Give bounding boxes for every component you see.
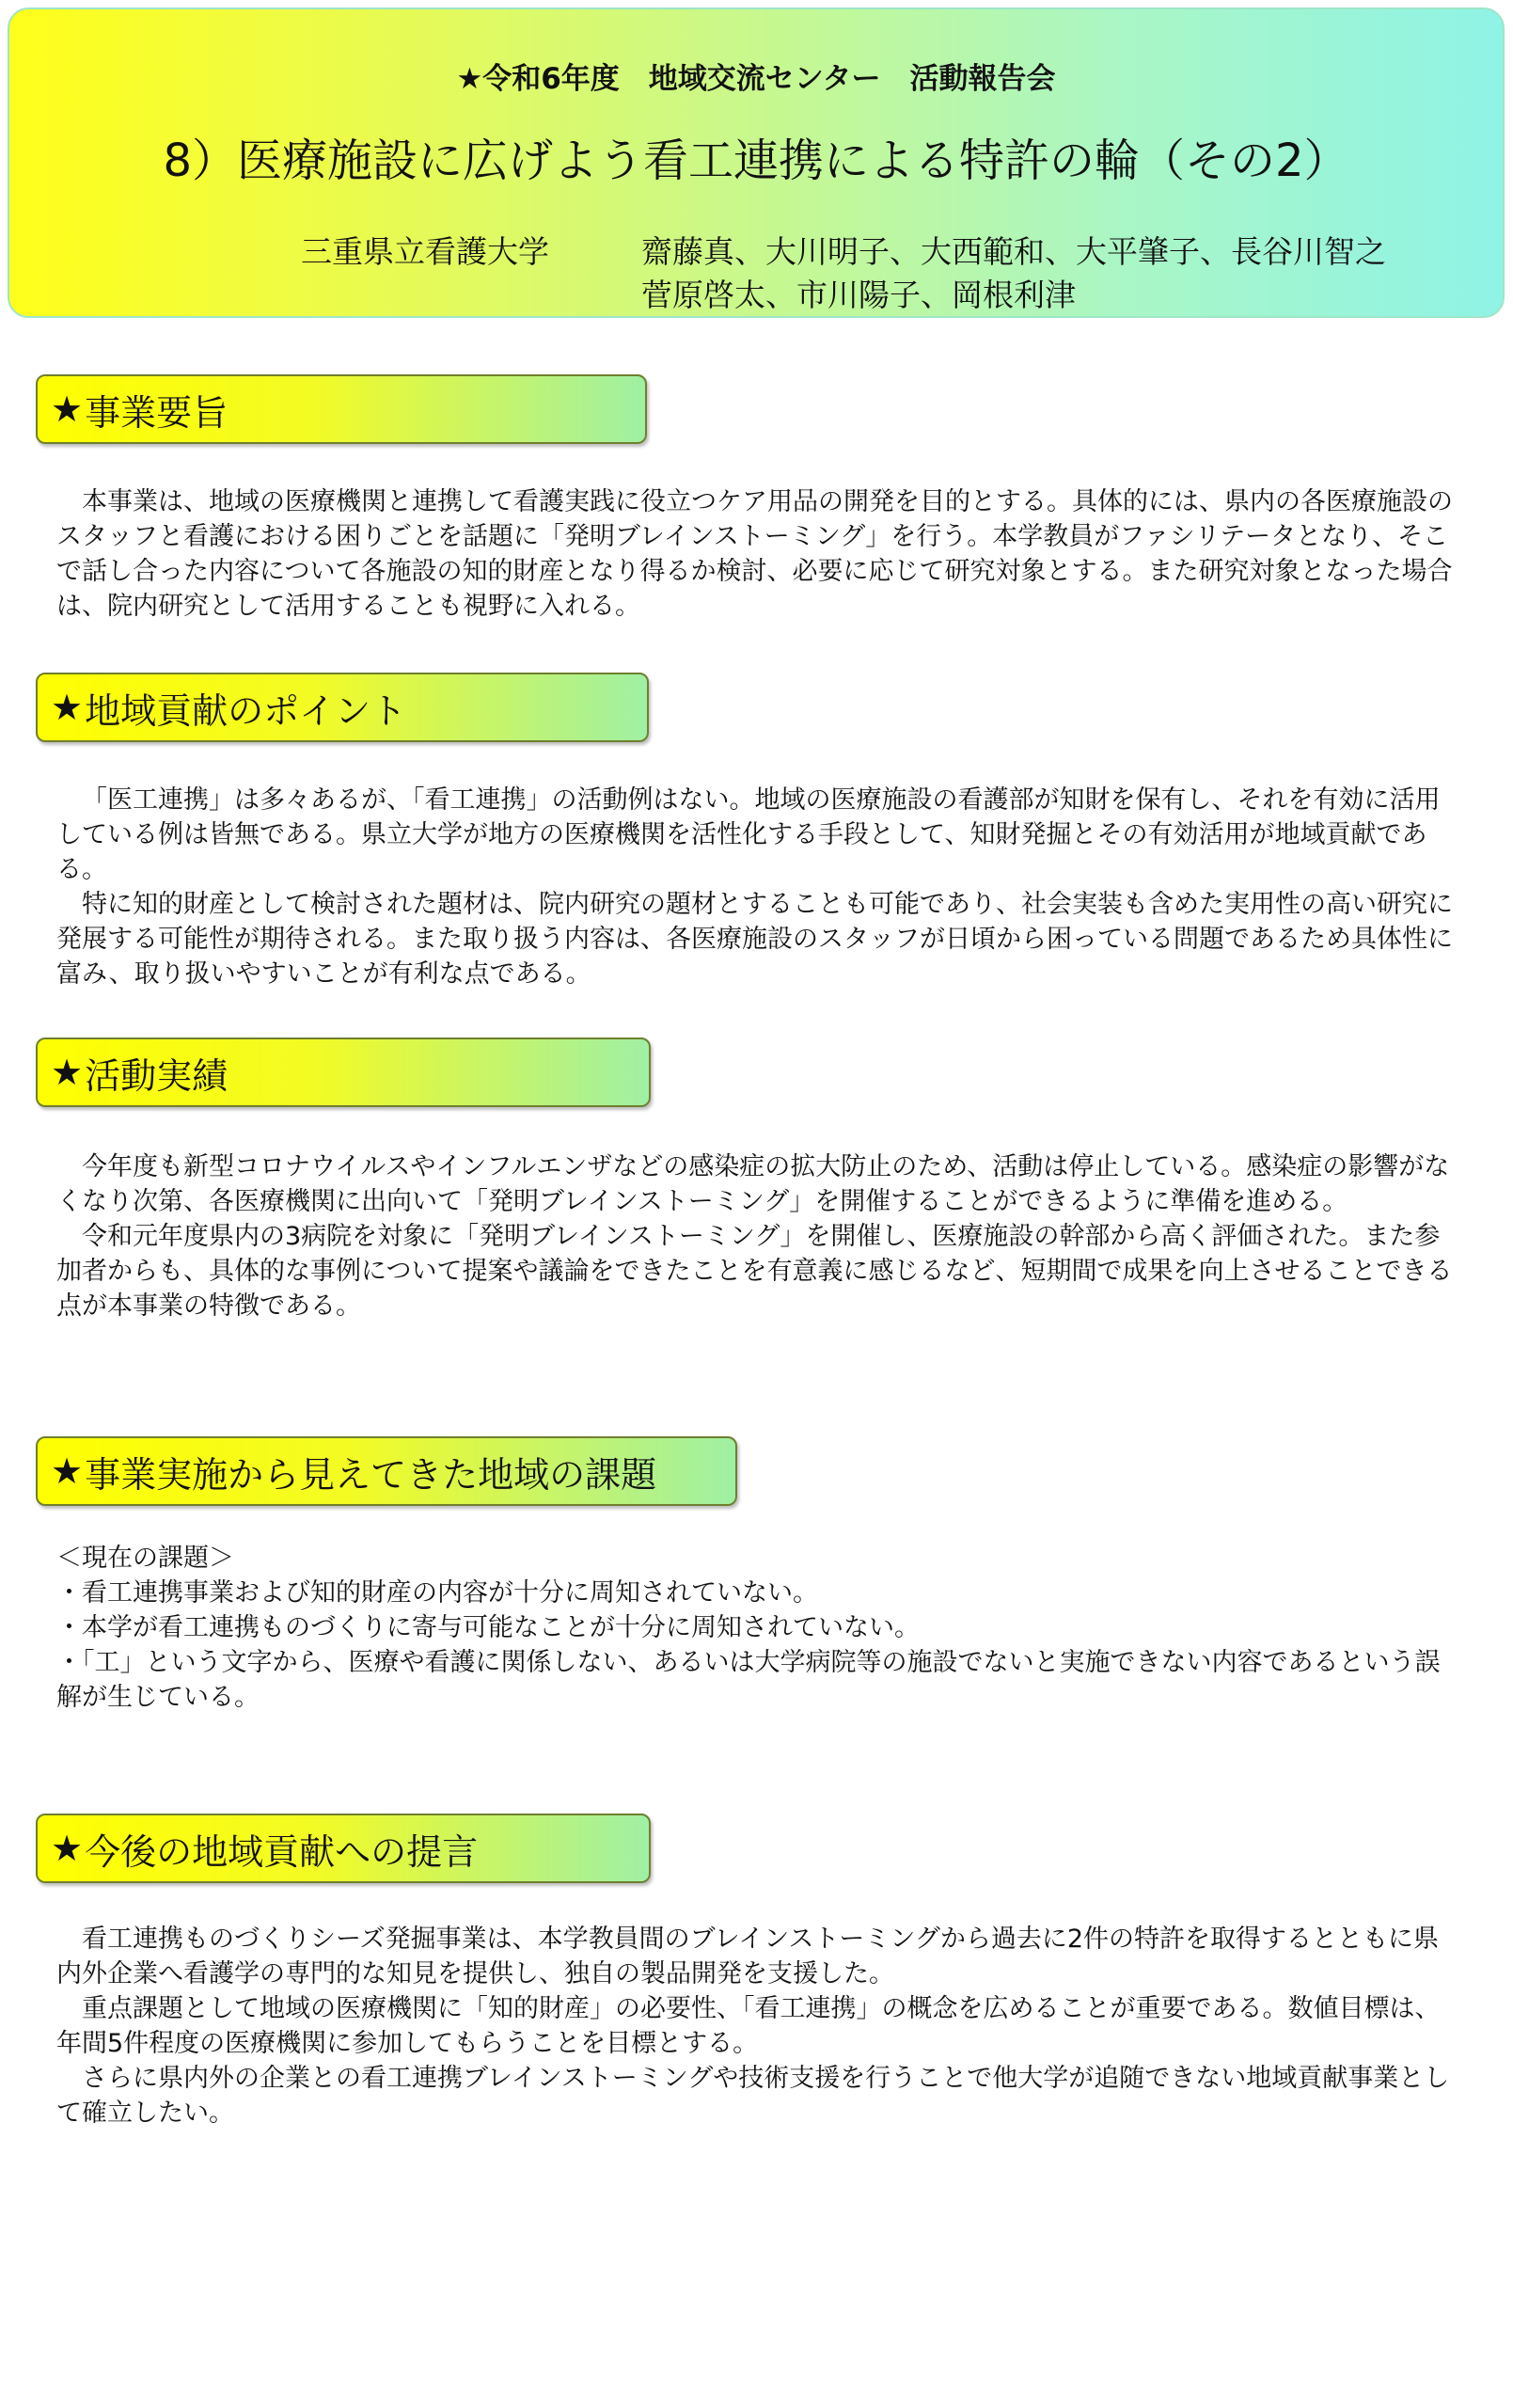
paragraph: 重点課題として地域の医療機関に「知的財産」の必要性、「看工連携」の概念を広めることが重要である。数値目標は、年間5件程度の医療機関に参加してもらうことを目標とする。 xyxy=(56,1994,1441,2058)
section-body-achievements xyxy=(56,1149,1458,1323)
event-title: ★令和6年度 地域交流センター 活動報告会 xyxy=(456,62,1056,96)
star-icon: ★ xyxy=(51,388,84,430)
section-heading-text: 事業要旨 xyxy=(85,391,229,434)
section-body-summary xyxy=(56,484,1458,624)
section-body-issues xyxy=(56,1541,1458,1715)
authors-line-1: 齋藤真、大川明子、大西範和、大平肇子、長谷川智之 xyxy=(641,233,1386,270)
star-icon: ★ xyxy=(51,1450,84,1492)
page-title: 8）医療施設に広げよう看工連携による特許の輪（その2） xyxy=(163,135,1349,187)
paragraph: 看工連携ものづくりシーズ発掘事業は、本学教員間のブレインストーミングから過去に2件の特許を取得するとともに県内外企業へ看護学の専門的な知見を提供し、独自の製品開発を支援した。 xyxy=(56,1925,1440,1988)
section-body-contribution xyxy=(56,783,1458,991)
paragraph: 本事業は、地域の医療機関と連携して看護実践に役立つケア用品の開発を目的とする。具体的には、県内の各医療施設のスタッフと看護における困りごとを話題に「発明ブレインストーミング」を行う。本学教員がファシリテータとなり、そこで話し合った内容について各施設の知的財産となり得るか検討、必要に応じて研究対象とする。また研究対象となった場合は、院内研究として活用することも視野に入れる。 xyxy=(56,487,1453,621)
header-banner xyxy=(8,8,1505,318)
section-heading-text: 今後の地域貢献への提言 xyxy=(85,1830,479,1873)
paragraph: 今年度も新型コロナウイルスやインフルエンザなどの感染症の拡大防止のため、活動は停止している。感染症の影響がなくなり次第、各医療機関に出向いて「発明ブレインストーミング」を開催することができるように準備を進める。 xyxy=(56,1152,1450,1216)
paragraph: 特に知的財産として検討された題材は、院内研究の題材とすることも可能であり、社会実装も含めた実用性の高い研究に発展する可能性が期待される。また取り扱う内容は、各医療施設のスタッフが日頃から困っている問題であるため具体性に富み、取り扱いやすいことが有利な点である。 xyxy=(56,890,1453,989)
list-item: ・看工連携事業および知的財産の内容が十分に周知されていない。 xyxy=(56,1578,818,1608)
paragraph: 「医工連携」は多々あるが、「看工連携」の活動例はない。地域の医療施設の看護部が知財を保有し、それを有効に活用している例は皆無である。県立大学が地方の医療機関を活性化する手段として、知財発掘とその有効活用が地域貢献である。 xyxy=(56,785,1441,884)
list-item: ・本学が看工連携ものづくりに寄与可能なことが十分に周知されていない。 xyxy=(56,1613,920,1642)
list-item: ・「工」という文字から、医療や看護に関係しない、あるいは大学病院等の施設でないと実施できない内容であるという誤解が生じている。 xyxy=(56,1648,1441,1712)
section-heading-text: 活動実績 xyxy=(85,1054,229,1097)
section-heading-issues xyxy=(36,1436,737,1506)
authors-line-2: 菅原啓太、市川陽子、岡根利津 xyxy=(641,277,1076,313)
section-heading-text: 事業実施から見えてきた地域の課題 xyxy=(85,1453,657,1496)
paragraph: 令和元年度県内の3病院を対象に「発明ブレインストーミング」を開催し、医療施設の幹部から高く評価された。また参加者からも、具体的な事例について提案や議論をできたことを有意義に感じるなど、短期間で成果を向上させることできる点が本事業の特徴である。 xyxy=(56,1222,1453,1321)
section-heading-summary xyxy=(36,374,647,444)
section-body-proposals xyxy=(56,1922,1458,2131)
section-heading-achievements xyxy=(36,1038,651,1107)
section-heading-contribution xyxy=(36,673,649,742)
paragraph: さらに県内外の企業との看工連携ブレインストーミングや技術支援を行うことで他大学が追随できない地域貢献事業として確立したい。 xyxy=(56,2064,1450,2128)
star-icon: ★ xyxy=(51,1828,84,1869)
section-heading-text: 地域貢献のポイント xyxy=(85,689,407,732)
issues-label: ＜現在の課題＞ xyxy=(56,1544,234,1573)
institution-name: 三重県立看護大学 xyxy=(301,233,549,270)
star-icon: ★ xyxy=(51,687,84,728)
section-heading-proposals xyxy=(36,1814,651,1883)
star-icon: ★ xyxy=(51,1052,84,1093)
